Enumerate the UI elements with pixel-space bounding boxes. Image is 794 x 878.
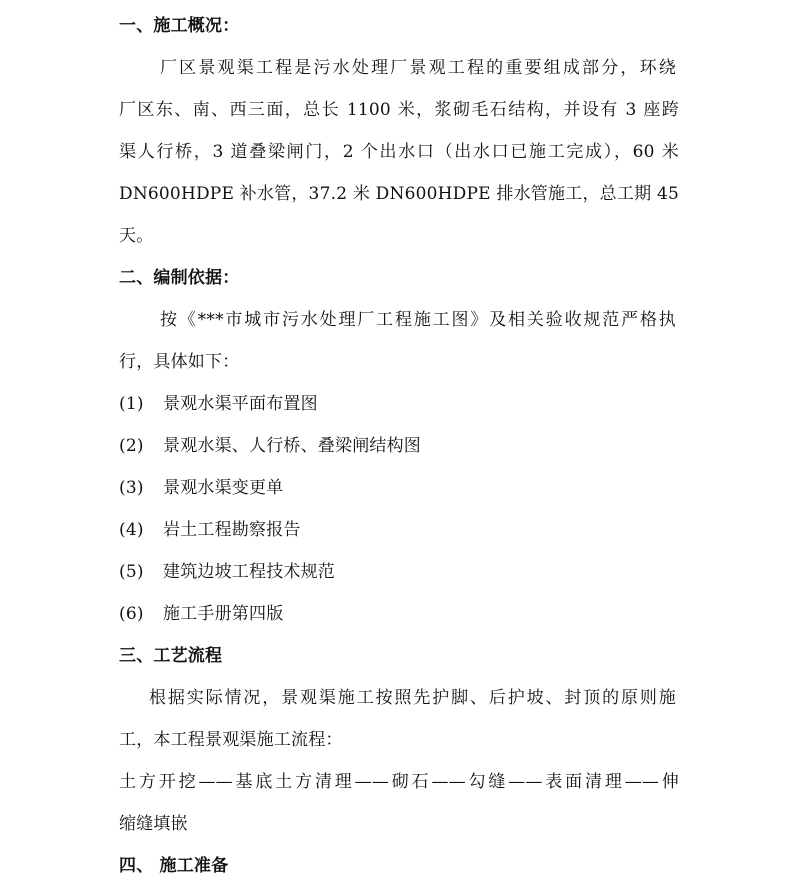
basis-list-item	[119, 602, 679, 626]
list-item-number: (3)	[119, 478, 144, 498]
process-flow-line-1: 土方开挖——基底土方清理——砌石——勾缝——表面清理——伸	[119, 772, 679, 792]
section-1-paragraph-line-5: 天。	[119, 226, 154, 246]
list-item-number: (4)	[119, 520, 144, 540]
list-item-text: 景观水渠变更单	[163, 478, 284, 498]
section-1-paragraph-line-3: 渠人行桥，3 道叠梁闸门，2 个出水口（出水口已施工完成），60 米	[119, 142, 679, 162]
list-item-text: 景观水渠平面布置图	[163, 394, 318, 414]
list-item-text: 岩土工程勘察报告	[163, 520, 301, 540]
basis-list-item	[119, 392, 679, 416]
process-flow-line-2: 缩缝填嵌	[119, 814, 188, 834]
basis-list-item	[119, 476, 679, 500]
list-item-number: (6)	[119, 604, 144, 624]
section-2-heading: 二、编制依据：	[119, 268, 240, 288]
basis-list-item	[119, 518, 679, 542]
section-2-intro-line-1: 按《***市城市污水处理厂工程施工图》及相关验收规范严格执	[160, 310, 676, 330]
section-3-paragraph-line-2: 工，本工程景观渠施工流程：	[119, 730, 343, 750]
basis-list-item	[119, 560, 679, 584]
section-1-heading: 一、施工概况：	[119, 16, 240, 36]
section-2-intro-line-2: 行，具体如下：	[119, 352, 240, 372]
section-1-paragraph-line-4: DN600HDPE 补水管，37.2 米 DN600HDPE 排水管施工，总工期 45	[119, 184, 679, 204]
list-item-text: 景观水渠、人行桥、叠梁闸结构图	[163, 436, 421, 456]
section-3-heading: 三、工艺流程	[119, 646, 223, 666]
section-1-paragraph-line-2: 厂区东、南、西三面，总长 1100 米，浆砌毛石结构，并设有 3 座跨	[119, 100, 679, 120]
basis-list-item	[119, 434, 679, 458]
list-item-number: (2)	[119, 436, 144, 456]
section-1-paragraph-line-1: 厂区景观渠工程是污水处理厂景观工程的重要组成部分，环绕	[160, 58, 676, 78]
list-item-text: 建筑边坡工程技术规范	[163, 562, 335, 582]
section-3-paragraph-line-1: 根据实际情况，景观渠施工按照先护脚、后护坡、封顶的原则施	[149, 688, 676, 708]
list-item-number: (1)	[119, 394, 144, 414]
list-item-text: 施工手册第四版	[163, 604, 284, 624]
list-item-number: (5)	[119, 562, 144, 582]
section-4-heading: 四、 施工准备	[119, 856, 229, 876]
